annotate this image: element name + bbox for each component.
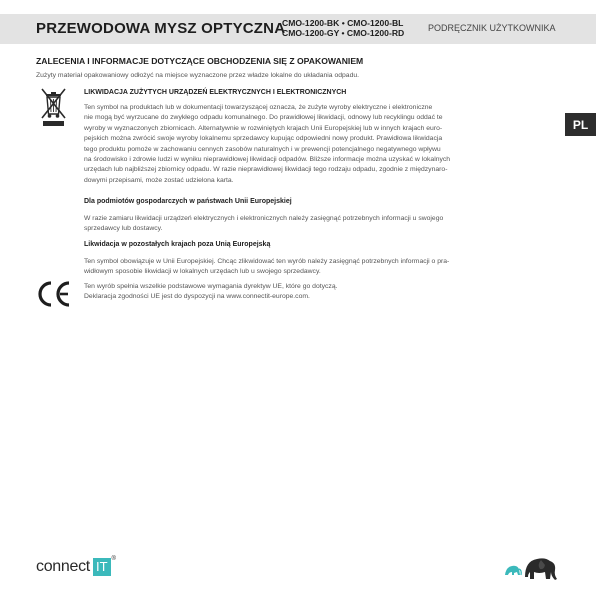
eu-business-paragraph: W razie zamiaru likwidacji urządzeń elektrycznych i elektronicznych należy zasięgnąć potrzebnych informacji u swojego sprzedawcy lub dostawcy. <box>84 215 444 233</box>
header-bar <box>0 14 596 44</box>
eu-business-heading: Dla podmiotów gospodarczych w państwach Unii Europejskiej <box>84 198 292 205</box>
section-title: ZALECENIA I INFORMACJE DOTYCZĄCE OBCHODZENIA SIĘ Z OPAKOWANIEM <box>36 56 364 66</box>
non-eu-heading: Likwidacja w pozostałych krajach poza Unią Europejską <box>84 241 271 248</box>
intro-text: Zużyty materiał opakowaniowy odłożyć na miejsce wyznaczone przez władze lokalne do układania odpadu. <box>36 72 360 79</box>
model-line-2: CMO-1200-GY • CMO-1200-RD <box>282 28 405 38</box>
language-badge: PL <box>565 113 596 136</box>
non-eu-paragraph: Ten symbol obowiązuje w Unii Europejskiej. Chcąc zlikwidować ten wyrób należy zasięgnąć potrzebnych informacji o pra- widłowym sposobie likwidacji w lokalnych urzędach lub u swojego sprzedawcy. <box>84 258 450 276</box>
model-numbers <box>282 18 404 38</box>
weee-heading: LIKWIDACJA ZUŻYTYCH URZĄDZEŃ ELEKTRYCZNYCH I ELEKTRONICZNYCH <box>84 89 347 96</box>
ce-paragraph: Ten wyrób spełnia wszelkie podstawowe wymagania dyrektyw UE, które go dotyczą. Deklaracja zgodności UE jest do dyspozycji na www.connectit-europe.com. <box>84 283 338 301</box>
model-line-1: CMO-1200-BK • CMO-1200-BL <box>282 18 404 28</box>
elephant-mascot-icon <box>503 553 561 581</box>
weee-bin-icon <box>40 86 67 128</box>
weee-paragraph: Ten symbol na produktach lub w dokumentacji towarzyszącej oznacza, że zużyte wyroby elektryczne i elektroniczne nie mogą być wyrzucane do zwykłego odpadu komunalnego. Do prawidłowej likwidacji, odnowy lub recyklingu oddać te wyroby w wyznaczonych zbiornicach. Alternatywnie w rozwiniętych krajach Unii Europejskiej lub w innych krajach euro- pejskich można zwrócić swoje wyroby lokalnemu sprzedawcy kupując odpowiedni nowy produkt. Prawidłowa likwidacja tego produktu pomoże w zachowaniu cennych zasobów naturalnych i w prewencji potencjalnego negatywnego wpływu na środowisko i zdrowie ludzi w wyniku nieprawidłowej likwidacji odpadów. Bliższe informacje można uzyskać w lokalnych urzędach lub najbliższej zbiornicy odpadu. W razie nieprawidłowej likwidacji tego rodzaju odpadu, zgodnie z międzynaro- dowymi przepisami, może zostać udzielona karta. <box>84 104 451 184</box>
product-title: PRZEWODOWA MYSZ OPTYCZNA <box>36 20 286 37</box>
manual-label: PODRĘCZNIK UŻYTKOWNIKA <box>428 23 556 33</box>
connect-it-logo: connect IT ® <box>36 556 116 575</box>
ce-mark-icon <box>35 279 73 309</box>
